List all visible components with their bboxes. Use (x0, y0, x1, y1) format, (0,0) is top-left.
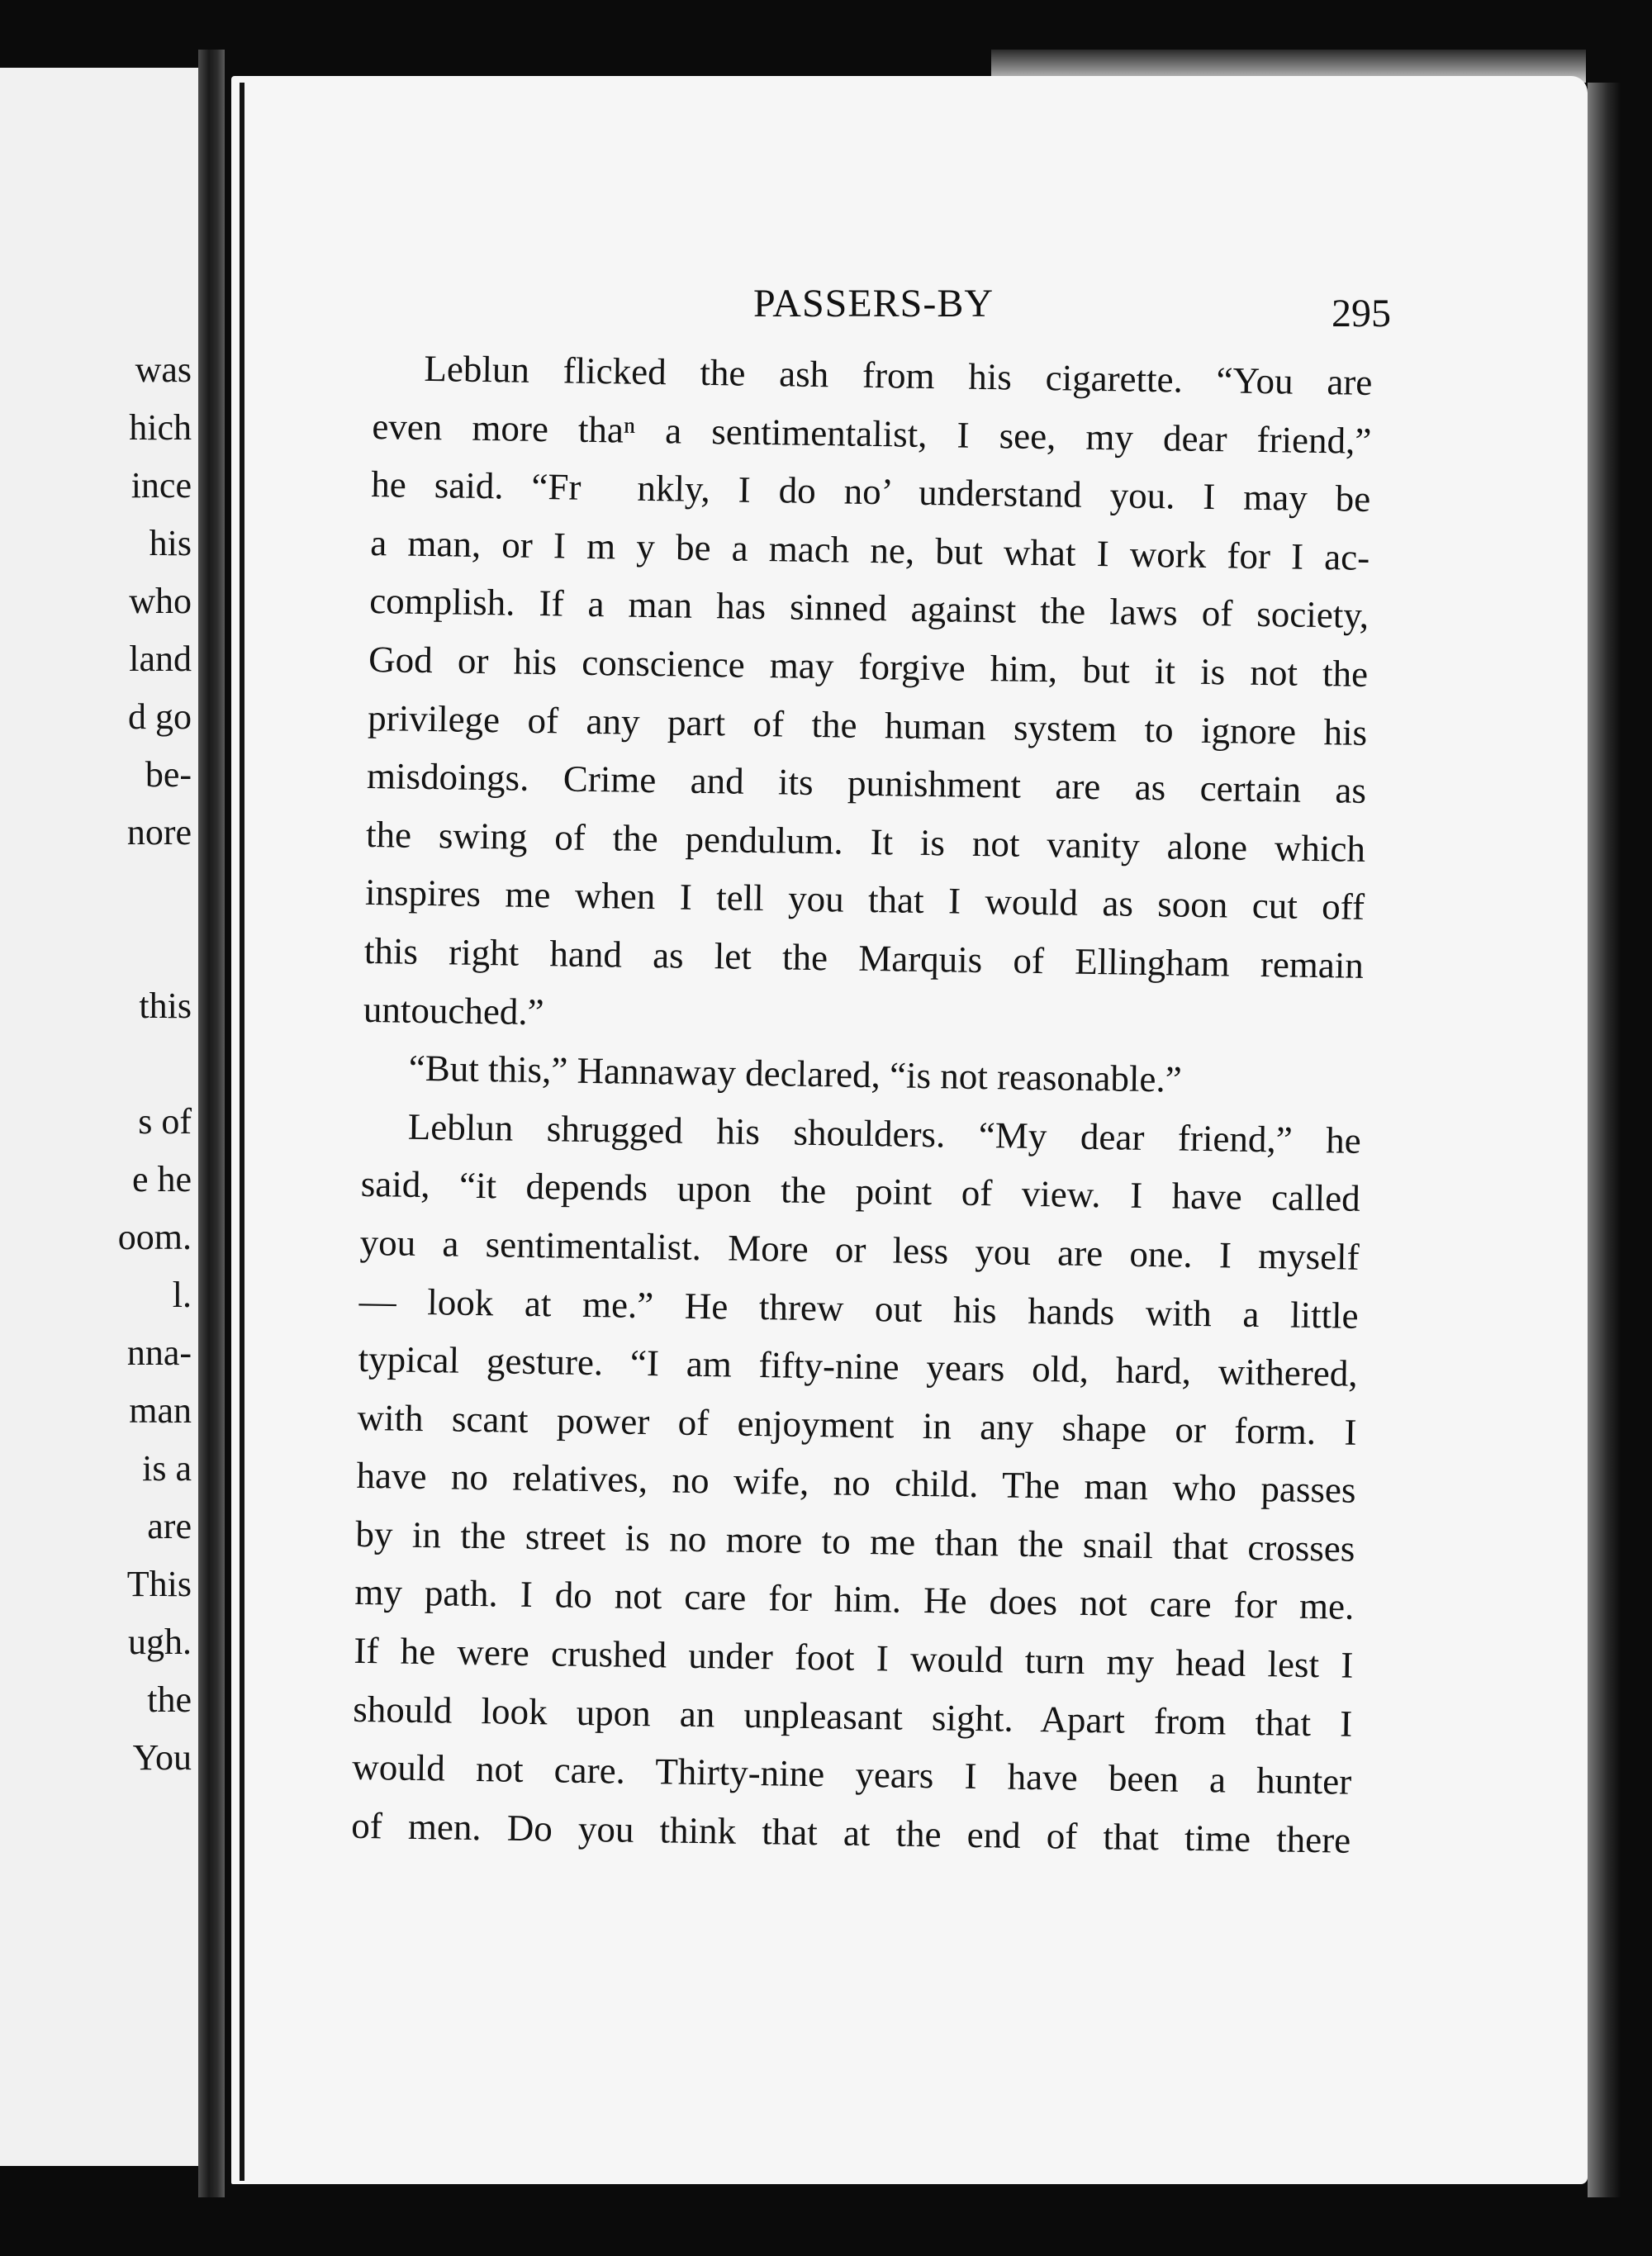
left-fragment: d go (128, 696, 192, 737)
text-line: complish. If a man has sinned against the laws of society, (368, 580, 1370, 637)
text-line: untouched.” (363, 988, 544, 1033)
text-line: even more thaⁿ a sentimentalist, I see, my dear friend,” (372, 405, 1372, 462)
text-line: by in the street is no more to me than the snail that crosses (355, 1513, 1355, 1570)
left-fragment: this (139, 986, 192, 1026)
body-text (351, 339, 1373, 1869)
text-line: God or his conscience may forgive him, but it is not the (368, 638, 1369, 695)
text-line: with scant power of enjoyment in any shape or form. I (357, 1396, 1357, 1453)
left-fragment: This (126, 1564, 192, 1604)
text-line: my path. I do not care for him. He does not care for me. (354, 1571, 1355, 1628)
text-line: privilege of any part of the human system to ignore his (367, 696, 1368, 753)
left-fragment: You (132, 1737, 192, 1778)
left-fragment: land (129, 639, 192, 679)
left-fragment: who (129, 581, 192, 621)
left-fragment: is a (142, 1448, 192, 1489)
left-fragment: l. (172, 1275, 192, 1315)
left-fragment: was (135, 349, 192, 390)
left-fragment: s of (138, 1101, 192, 1142)
text-line: he said. “Fr nkly, I do no’ understand you. I may be (371, 463, 1371, 520)
left-fragment: nore (126, 812, 192, 853)
text-line: said, “it depends upon the point of view. I have called (360, 1163, 1361, 1220)
left-fragment: his (149, 523, 192, 563)
left-fragment: hich (129, 407, 192, 448)
book-gutter (198, 50, 225, 2197)
left-fragment: nna- (126, 1332, 192, 1373)
text-line: this right hand as let the Marquis of Ellingham remain (363, 929, 1365, 986)
text-line: misdoings. Crime and its punishment are as certain as (366, 755, 1367, 812)
left-fragment: the (147, 1679, 192, 1720)
left-fragment: are (147, 1506, 192, 1546)
left-fragment: man (129, 1390, 192, 1431)
text-line: inspires me when I tell you that I would as soon cut off (364, 872, 1365, 929)
text-line: a man, or I m y be a mach ne, but what I work for I ac- (369, 521, 1370, 578)
text-line: of men. Do you think that at the end of that time there (350, 1804, 1351, 1861)
gutter-shadow (240, 83, 244, 2181)
left-fragment: oom. (117, 1217, 192, 1257)
left-page (0, 68, 202, 2166)
text-line: If he were crushed under foot I would turn my head lest I (354, 1629, 1354, 1686)
text-line: would not care. Thirty-nine years I have been a hunter (351, 1746, 1352, 1803)
text-line: the swing of the pendulum. It is not vanity alone which (365, 813, 1366, 870)
left-fragment: be- (145, 754, 192, 795)
page-right-edge (1588, 83, 1621, 2197)
text-line: Leblun shrugged his shoulders. “My dear friend,” he (407, 1105, 1362, 1161)
left-fragment: ugh. (128, 1622, 192, 1662)
running-head: PASSERS-BY (753, 282, 995, 325)
page-number: 295 (1332, 292, 1391, 335)
text-line: have no relatives, no wife, no child. The man who passes (356, 1455, 1356, 1512)
text-line: typical gesture. “I am fifty-nine years old, hard, withered, (358, 1337, 1358, 1394)
text-line: Leblun flicked the ash from his cigarette. “You are (424, 347, 1373, 403)
left-fragment: e he (131, 1159, 192, 1199)
text-line: — look at me.” He threw out his hands with a little (358, 1280, 1359, 1337)
text-line: “But this,” Hannaway declared, “is not reasonable.” (408, 1047, 1183, 1100)
text-line: you a sentimentalist. More or less you are one. I myself (359, 1221, 1360, 1278)
left-fragment: ince (131, 465, 192, 506)
text-line: should look upon an unpleasant sight. Apart from that I (353, 1688, 1353, 1745)
